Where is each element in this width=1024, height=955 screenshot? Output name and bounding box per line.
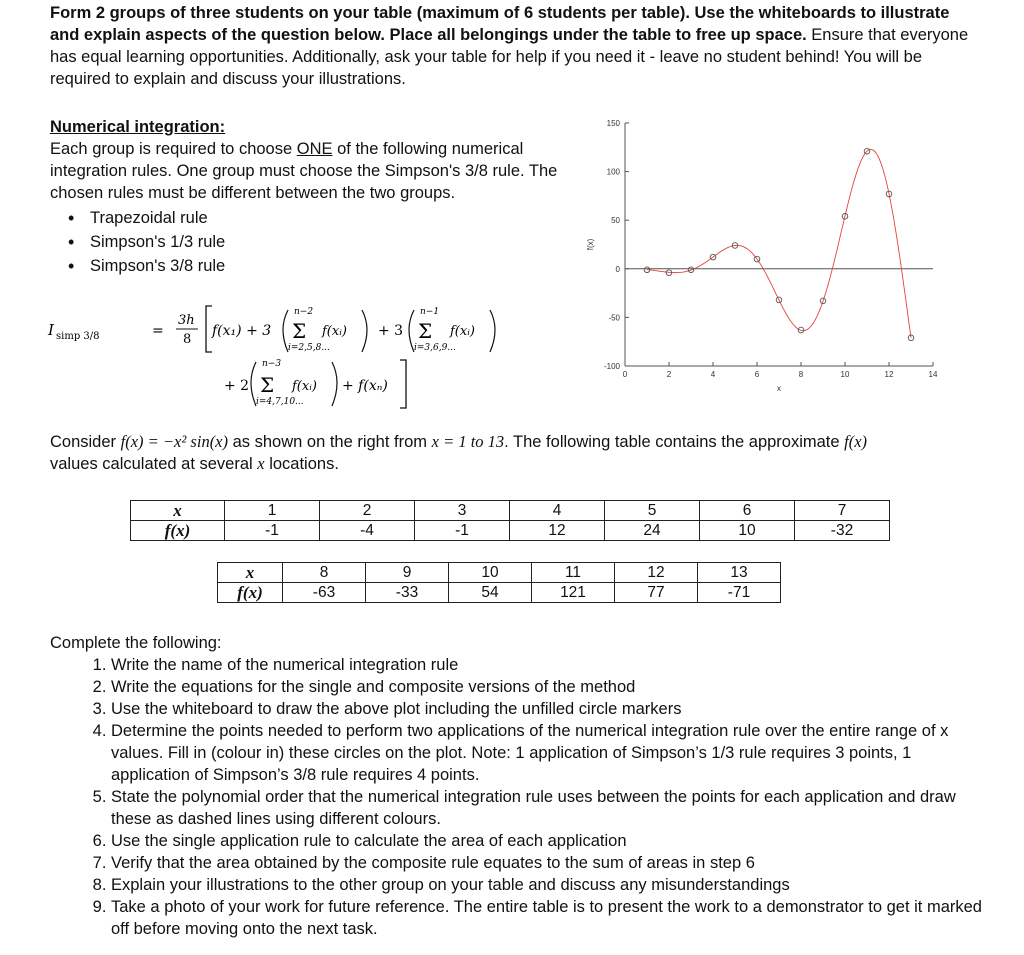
table-cell: 9 [366, 563, 449, 583]
table-cell: 10 [700, 521, 795, 541]
table-cell: 5 [605, 501, 700, 521]
step-item: 5. State the polynomial order that the numerical integration rule uses between the points for each application and draw these as dashed lines using different colours. [111, 786, 990, 830]
sum1-bottom: i=2,5,8... [288, 343, 330, 353]
desc-one: ONE [296, 140, 333, 158]
consider-paragraph [50, 431, 980, 475]
consider-x: x [257, 454, 265, 473]
x-tick-label: 10 [840, 370, 850, 379]
table-cell: -4 [320, 521, 415, 541]
formula-coef-num: 3h [178, 313, 195, 328]
table-cell: 24 [605, 521, 700, 541]
step-item: 8. Explain your illustrations to the other group on your table and discuss any misunderstandings [111, 874, 990, 896]
table-header-x: x [218, 563, 283, 583]
paren [332, 362, 337, 406]
sum3-sigma: Σ [260, 373, 275, 397]
rule-item: • Simpson's 1/3 rule [90, 230, 570, 254]
consider-pre: Consider [50, 433, 121, 451]
desc-pre: Each group is required to choose [50, 140, 297, 158]
table-cell: 6 [700, 501, 795, 521]
table-cell: -63 [283, 583, 366, 603]
consider-function: f(x) = −x² sin(x) [120, 432, 229, 451]
numerical-integration-section [50, 116, 570, 278]
formula-first-term: f(x₁) + 3 [212, 323, 272, 339]
sum2-sigma: Σ [418, 319, 433, 343]
values-table-2 [217, 562, 781, 603]
simpson-38-formula [40, 296, 540, 421]
step-item: 9. Take a photo of your work for future reference. The entire table is to present the work to a demonstrator to get it marked off before moving onto the next task. [111, 896, 990, 940]
table-cell: -71 [698, 583, 781, 603]
desc-post: of the following numerical integration rules. One group must choose the Simpson's 3/8 rule. The chosen rules must be different between the two groups. [50, 140, 558, 202]
formula-coef-den: 8 [183, 332, 192, 347]
table-cell: 8 [283, 563, 366, 583]
table-cell: 1 [225, 501, 320, 521]
formula-lhs-sub: simp 3/8 [56, 331, 100, 342]
x-tick-label: 14 [928, 370, 938, 379]
table-cell: -32 [795, 521, 890, 541]
table-row [218, 583, 781, 603]
table-row [218, 563, 781, 583]
complete-section [50, 632, 990, 940]
step-item: 1. Write the name of the numerical integration rule [111, 654, 990, 676]
x-tick-label: 8 [798, 370, 804, 379]
right-bracket [400, 360, 406, 408]
table-cell: 13 [698, 563, 781, 583]
x-tick-label: 4 [710, 370, 716, 379]
formula-lhs: I [48, 321, 54, 339]
sum3-top: n−3 [262, 359, 282, 369]
y-tick-label: 100 [606, 167, 620, 177]
table-cell: 4 [510, 501, 605, 521]
table-cell: 12 [615, 563, 698, 583]
consider-mid2: . The following table contains the approximate [504, 433, 845, 451]
section-title: Numerical integration: [50, 118, 226, 136]
table-cell: 10 [449, 563, 532, 583]
intro-bold-text: Form 2 groups of three students on your table (maximum of 6 students per table). Use the whiteboards to illustrate and explain aspects of the question below. Place all belongings under the table to free up space. [50, 4, 950, 44]
complete-title: Complete the following: [50, 634, 222, 652]
step-item: 4. Determine the points needed to perform two applications of the numerical integration rule over the entire range of x values. Fill in (colour in) these circles on the plot. Note: 1 application of Simpson’s 1/3 rule requires 3 points, 1 application of Simpson’s 3/8 rule requires 4 points. [111, 720, 990, 786]
paren [362, 310, 367, 352]
rules-list [50, 206, 570, 278]
consider-fx: f(x) [844, 432, 868, 451]
table-cell: 77 [615, 583, 698, 603]
rule-item: • Trapezoidal rule [90, 206, 570, 230]
table-cell: 12 [510, 521, 605, 541]
x-tick-label: 0 [622, 370, 628, 379]
last-term: + f(xₙ) [342, 378, 388, 394]
table-header-fx: f(x) [218, 583, 283, 603]
y-tick-label: -100 [603, 362, 620, 371]
table-cell: 2 [320, 501, 415, 521]
table-row [131, 521, 890, 541]
consider-mid: as shown on the right from [228, 433, 432, 451]
intro-paragraph [50, 2, 980, 90]
plus3: + 3 [378, 323, 404, 339]
table-header-fx: f(x) [131, 521, 225, 541]
table-row [131, 501, 890, 521]
table-cell: -1 [415, 521, 510, 541]
table-cell: 3 [415, 501, 510, 521]
table-cell: 54 [449, 583, 532, 603]
x-tick-label: 12 [884, 370, 894, 379]
y-tick-label: 0 [615, 264, 620, 274]
intro-rest-text: Ensure that everyone has equal learning opportunities. Additionally, ask your table for help if you need it - leave no student behind! You will be required to explain and discuss your illustrations. [50, 26, 969, 88]
steps-list [50, 654, 990, 940]
sum2-bottom: i=3,6,9... [414, 343, 456, 353]
sum1-top: n−2 [294, 307, 314, 317]
function-plot [555, 110, 955, 410]
sum1-term: f(xᵢ) [322, 324, 347, 339]
y-tick-label: 50 [611, 216, 620, 226]
plus2: + 2 [224, 378, 250, 394]
x-axis-label: x [777, 384, 781, 393]
table-cell: 11 [532, 563, 615, 583]
consider-range: x = 1 to 13 [431, 432, 505, 451]
table-header-x: x [131, 501, 225, 521]
table-cell: -33 [366, 583, 449, 603]
sum3-bottom: i=4,7,10... [256, 397, 304, 407]
y-tick-label: 150 [606, 119, 620, 128]
table-cell: 121 [532, 583, 615, 603]
section-description [50, 138, 570, 204]
values-table-1 [130, 500, 890, 541]
table-cell: -1 [225, 521, 320, 541]
y-axis-label: f(x) [586, 238, 595, 251]
sum2-term: f(xᵢ) [450, 324, 475, 339]
step-item: 2. Write the equations for the single and composite versions of the method [111, 676, 990, 698]
sum1-sigma: Σ [292, 319, 307, 343]
consider-end: locations. [264, 455, 339, 473]
y-tick-label: -50 [608, 313, 620, 323]
step-item: 6. Use the single application rule to calculate the area of each application [111, 830, 990, 852]
paren [490, 310, 495, 352]
table-cell: 7 [795, 501, 890, 521]
sum3-term: f(xᵢ) [292, 379, 317, 394]
consider-post: values calculated at several [50, 455, 258, 473]
x-tick-label: 6 [754, 370, 760, 379]
step-item: 7. Verify that the area obtained by the composite rule equates to the sum of areas in step 6 [111, 852, 990, 874]
formula-equals: = [152, 323, 164, 339]
x-tick-label: 2 [666, 370, 672, 379]
step-item: 3. Use the whiteboard to draw the above plot including the unfilled circle markers [111, 698, 990, 720]
rule-item: • Simpson's 3/8 rule [90, 254, 570, 278]
sum2-top: n−1 [420, 307, 440, 317]
series-line [647, 149, 911, 337]
